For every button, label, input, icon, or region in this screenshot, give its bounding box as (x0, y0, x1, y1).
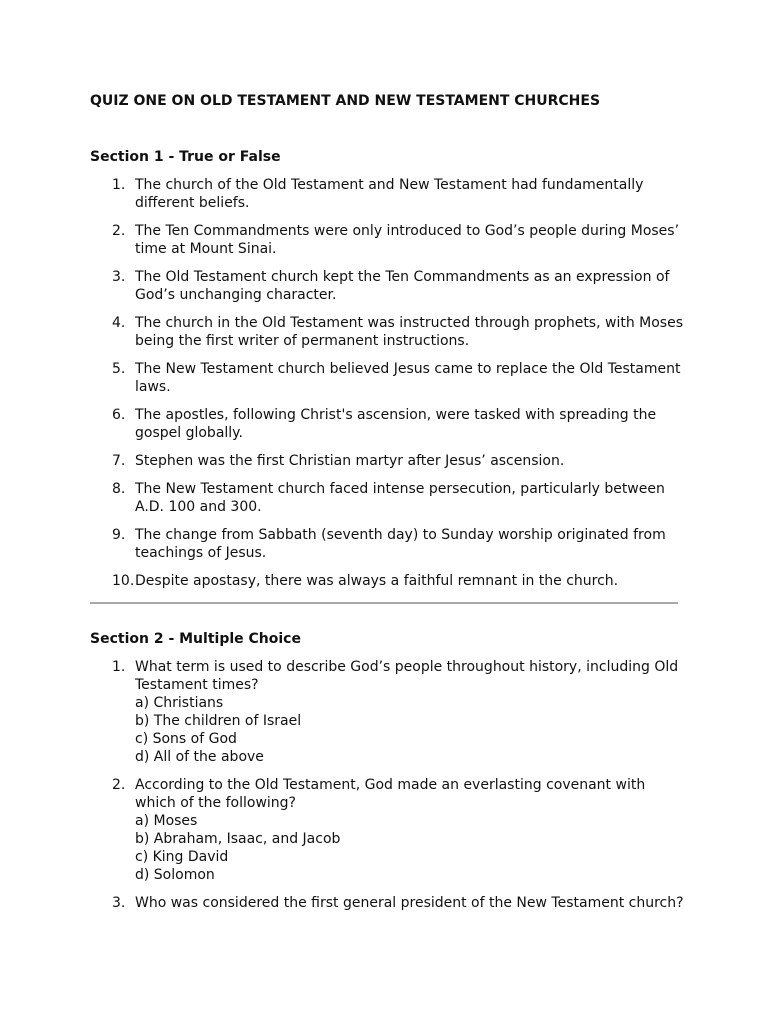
question-item (90, 526, 690, 562)
question-text: The Ten Commandments were only introduced to God’s people during Moses’ time at Mount Sinai. (135, 223, 680, 257)
question-number: 1. (112, 177, 126, 193)
question-number: 7. (112, 453, 126, 469)
question-text: The church in the Old Testament was instructed through prophets, with Moses being the first writer of permanent instructions. (135, 315, 683, 349)
question-number: 6. (112, 407, 126, 423)
page-title: QUIZ ONE ON OLD TESTAMENT AND NEW TESTAMENT CHURCHES (90, 93, 601, 109)
answer-option: c) Sons of God (135, 731, 237, 747)
question-item (90, 360, 690, 396)
question-item (90, 658, 690, 766)
question-item (90, 776, 690, 884)
question-text: The change from Sabbath (seventh day) to Sunday worship originated from teachings of Jesus. (135, 527, 666, 561)
question-item (90, 406, 690, 442)
answer-option: d) Solomon (135, 867, 215, 883)
section-1-heading: Section 1 - True or False (90, 149, 281, 165)
question-text: According to the Old Testament, God made an everlasting covenant with which of the following? (135, 777, 646, 811)
question-number: 2. (112, 223, 126, 239)
question-text: The apostles, following Christ's ascension, were tasked with spreading the gospel globally. (135, 407, 657, 441)
question-item (90, 452, 690, 470)
question-item (90, 314, 690, 350)
question-number: 3. (112, 895, 126, 911)
question-number: 4. (112, 315, 126, 331)
answer-option: d) All of the above (135, 749, 264, 765)
question-item (90, 480, 690, 516)
question-number: 5. (112, 361, 126, 377)
question-number: 8. (112, 481, 126, 497)
question-text: Despite apostasy, there was always a faithful remnant in the church. (135, 573, 619, 589)
answer-option: a) Christians (135, 695, 224, 711)
answer-option: a) Moses (135, 813, 198, 829)
question-number: 1. (112, 659, 126, 675)
true-false-list (90, 176, 690, 600)
question-item (90, 894, 690, 912)
answer-option: b) Abraham, Isaac, and Jacob (135, 831, 341, 847)
question-text: The Old Testament church kept the Ten Commandments as an expression of God’s unchanging character. (135, 269, 670, 303)
question-text: What term is used to describe God’s people throughout history, including Old Testament times? (135, 659, 679, 693)
section-divider (90, 602, 678, 604)
question-text: Stephen was the first Christian martyr after Jesus’ ascension. (135, 453, 565, 469)
question-item (90, 176, 690, 212)
question-item (90, 572, 690, 590)
question-text: The New Testament church faced intense persecution, particularly between A.D. 100 and 300. (135, 481, 665, 515)
question-number: 9. (112, 527, 126, 543)
question-number: 10. (112, 573, 135, 589)
question-item (90, 222, 690, 258)
question-item (90, 268, 690, 304)
answer-option: c) King David (135, 849, 229, 865)
question-text: The New Testament church believed Jesus came to replace the Old Testament laws. (135, 361, 681, 395)
section-2-heading: Section 2 - Multiple Choice (90, 631, 301, 647)
question-number: 3. (112, 269, 126, 285)
question-text: Who was considered the first general president of the New Testament church? (135, 895, 684, 911)
question-text: The church of the Old Testament and New Testament had fundamentally different beliefs. (135, 177, 644, 211)
multiple-choice-list (90, 658, 690, 922)
answer-option: b) The children of Israel (135, 713, 302, 729)
question-number: 2. (112, 777, 126, 793)
